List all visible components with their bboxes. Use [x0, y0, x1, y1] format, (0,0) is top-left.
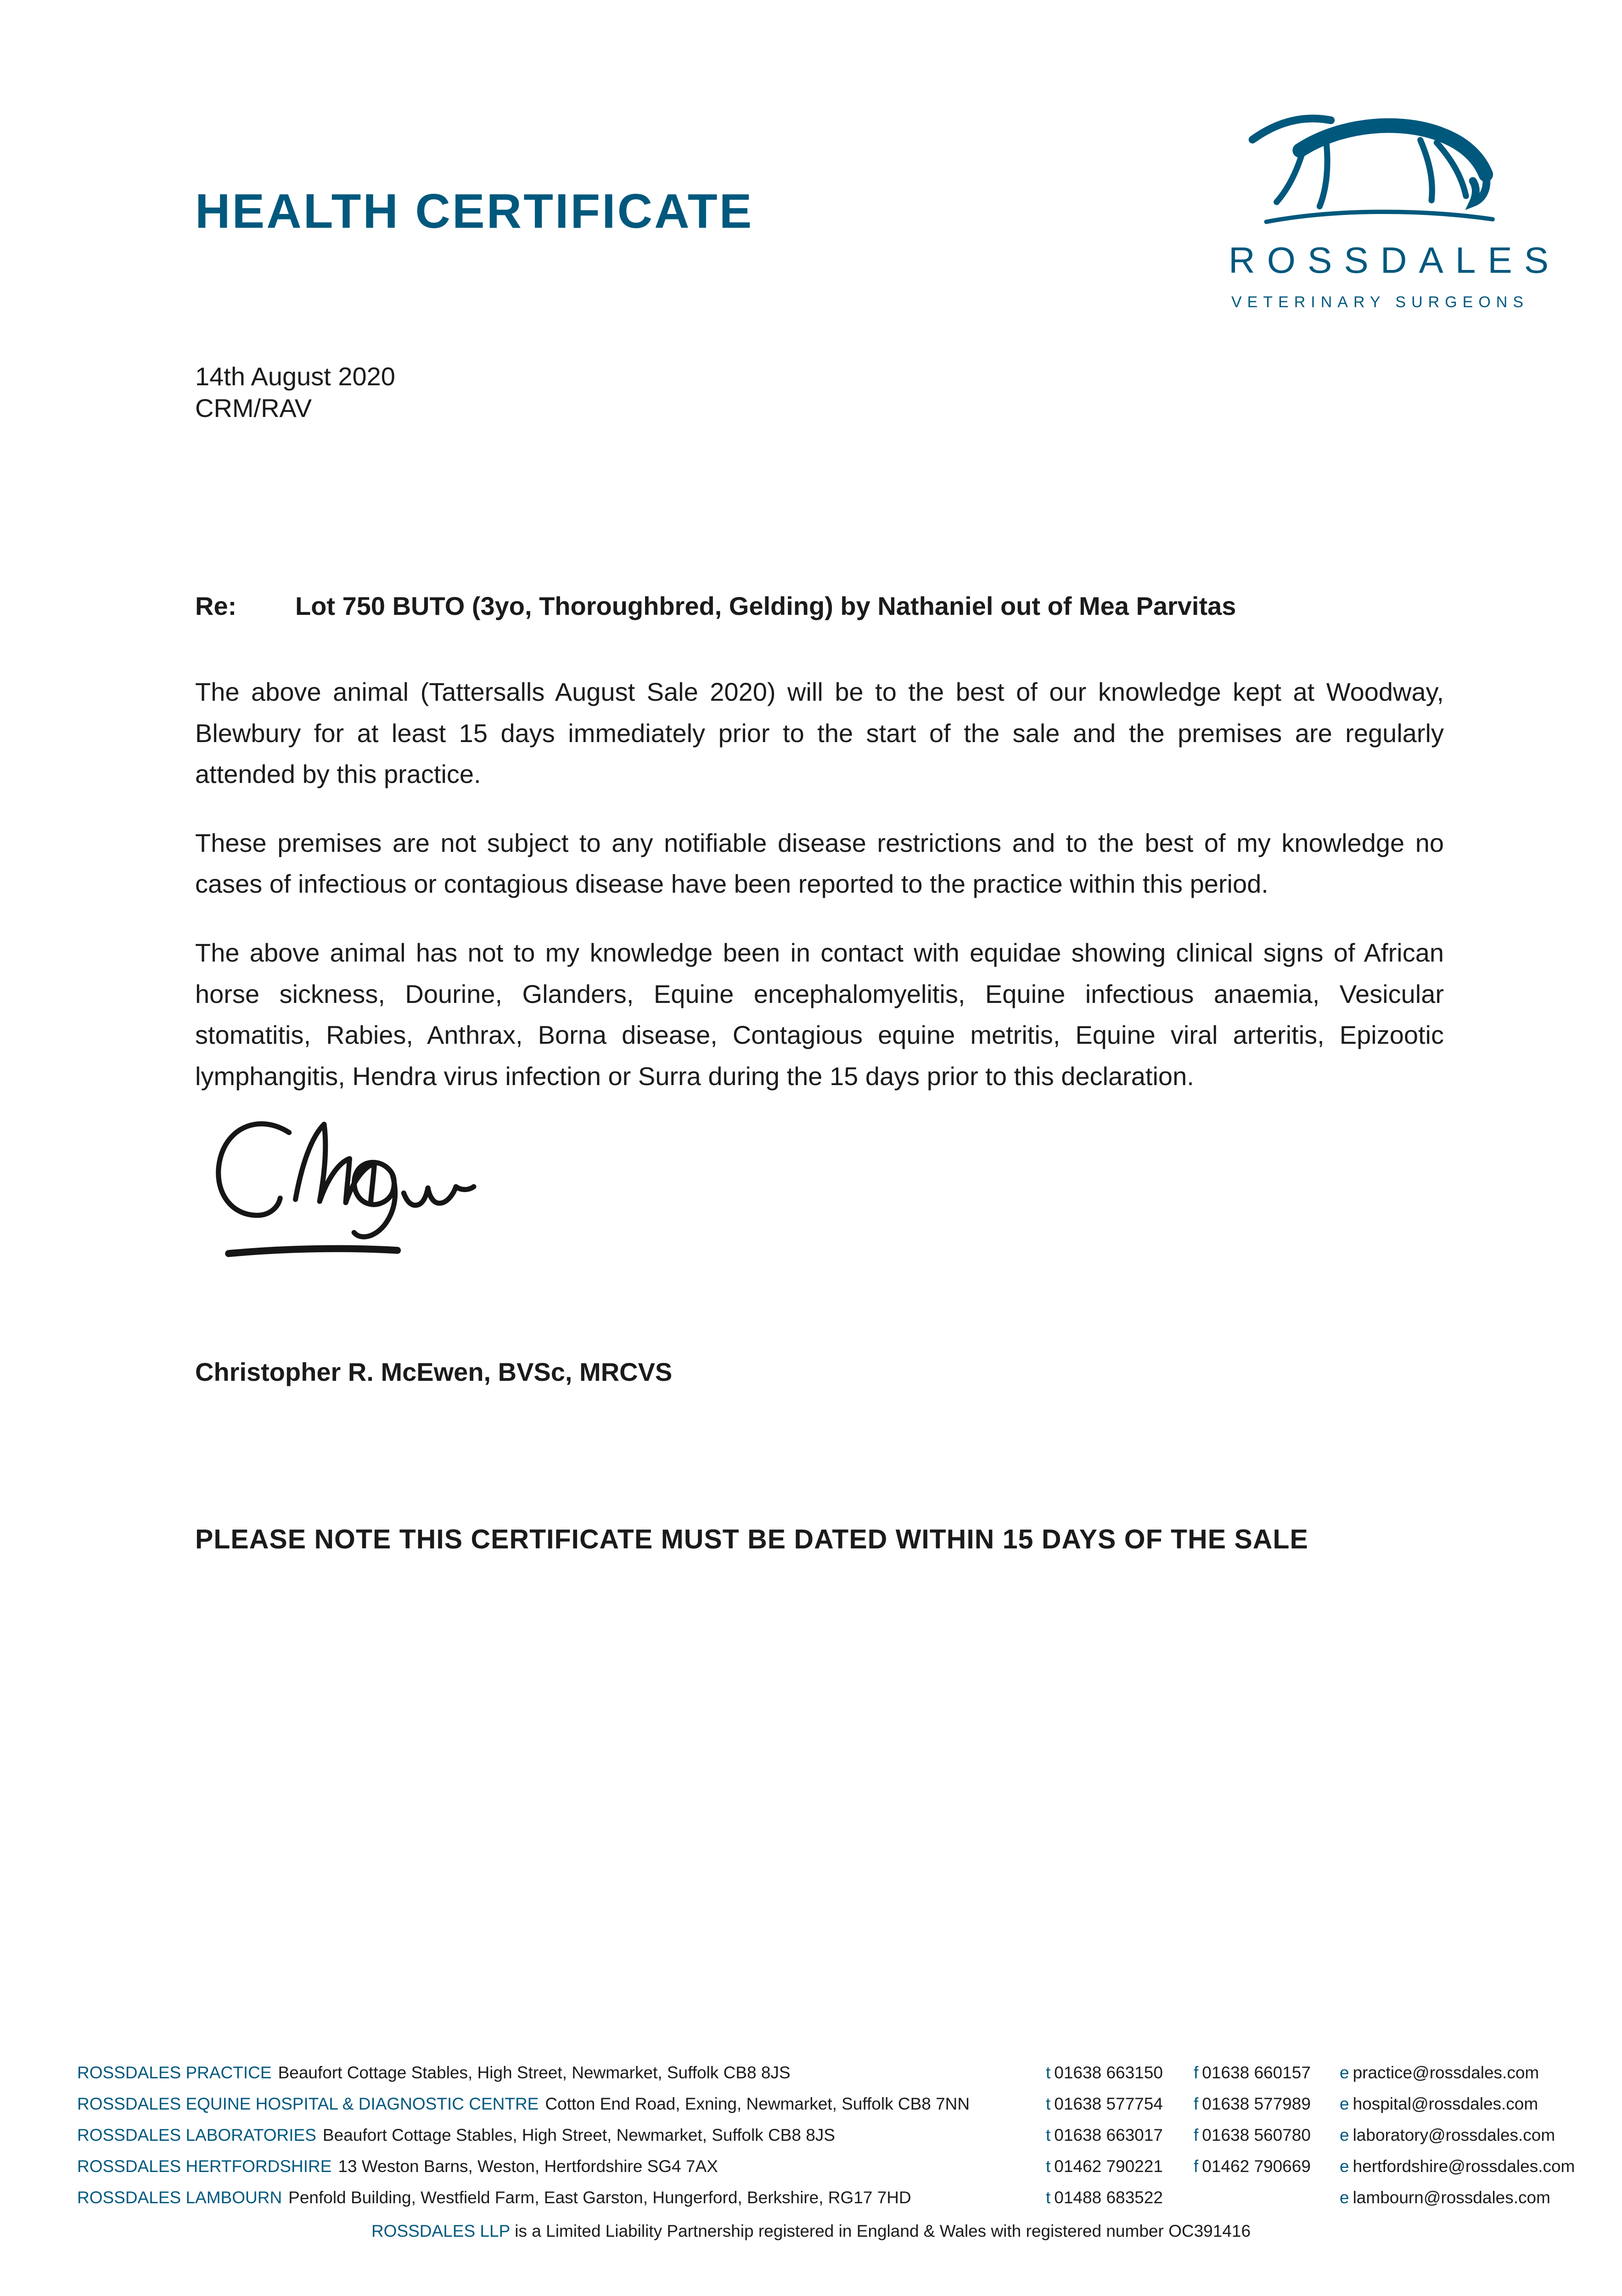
legal-line	[0, 2222, 1622, 2241]
logo-wordmark: ROSSDALES	[1229, 240, 1561, 281]
office-email	[1340, 2182, 1578, 2213]
office-name: ROSSDALES LABORATORIES	[77, 2126, 316, 2144]
email-address: hospital@rossdales.com	[1353, 2094, 1538, 2113]
office-phone	[1046, 2120, 1194, 2151]
office-name: ROSSDALES HERTFORDSHIRE	[77, 2157, 332, 2176]
office-address-text: Cotton End Road, Exning, Newmarket, Suffolk CB8 7NN	[545, 2094, 970, 2113]
email-address: practice@rossdales.com	[1353, 2063, 1539, 2082]
office-fax	[1194, 2151, 1340, 2182]
fax-number: 01638 560780	[1202, 2126, 1311, 2144]
date-block	[195, 360, 395, 424]
phone-label: t	[1046, 2094, 1051, 2113]
letter-date: 14th August 2020	[195, 362, 395, 391]
phone-number: 01462 790221	[1054, 2157, 1163, 2176]
letter-body	[195, 671, 1444, 1124]
office-email	[1340, 2151, 1578, 2182]
legal-text: is a Limited Liability Partnership registered in England & Wales with registered number OC391416	[515, 2222, 1251, 2240]
body-paragraph: These premises are not subject to any notifiable disease restrictions and to the best of my knowledge no cases of infectious or contagious disease have been reported to the practice within this period.	[195, 828, 1444, 899]
fax-label: f	[1194, 2063, 1199, 2082]
body-paragraph: The above animal (Tattersalls August Sale 2020) will be to the best of our knowledge kept at Woodway, Blewbury for at least 15 days immediately prior to the start of the sale and the premises are regularly attended by this practice.	[195, 677, 1444, 789]
office-address	[77, 2088, 1046, 2120]
certificate-notice: PLEASE NOTE THIS CERTIFICATE MUST BE DATED WITHIN 15 DAYS OF THE SALE	[195, 1524, 1308, 1554]
phone-number: 01488 683522	[1054, 2188, 1163, 2207]
office-address	[77, 2182, 1046, 2213]
office-name: ROSSDALES EQUINE HOSPITAL & DIAGNOSTIC CENTRE	[77, 2094, 539, 2113]
office-email	[1340, 2088, 1578, 2120]
fax-number: 01638 577989	[1202, 2094, 1311, 2113]
signature-image	[193, 1097, 551, 1295]
office-phone	[1046, 2057, 1194, 2088]
office-email	[1340, 2120, 1578, 2151]
logo-tagline: VETERINARY SURGEONS	[1231, 293, 1529, 311]
horse-logo-icon	[1230, 99, 1524, 236]
fax-label: f	[1194, 2126, 1199, 2144]
subject-line	[195, 591, 1444, 621]
office-phone	[1046, 2182, 1194, 2213]
signatory-name: Christopher R. McEwen, BVSc, MRCVS	[195, 1357, 673, 1386]
phone-label: t	[1046, 2126, 1051, 2144]
email-label: e	[1340, 2126, 1349, 2144]
phone-label: t	[1046, 2188, 1051, 2207]
footer-offices	[77, 2057, 1578, 2213]
office-phone	[1046, 2088, 1194, 2120]
office-address-text: 13 Weston Barns, Weston, Hertfordshire SG4 7AX	[338, 2157, 718, 2176]
office-fax	[1194, 2057, 1340, 2088]
office-address	[77, 2120, 1046, 2151]
office-row	[77, 2182, 1578, 2213]
email-label: e	[1340, 2094, 1349, 2113]
fax-number: 01638 660157	[1202, 2063, 1311, 2082]
office-address-text: Beaufort Cottage Stables, High Street, Newmarket, Suffolk CB8 8JS	[278, 2063, 791, 2082]
office-name: ROSSDALES PRACTICE	[77, 2063, 272, 2082]
email-address: lambourn@rossdales.com	[1353, 2188, 1550, 2207]
office-fax	[1194, 2088, 1340, 2120]
letter-reference: CRM/RAV	[195, 394, 312, 423]
re-label: Re:	[195, 591, 237, 620]
fax-number: 01462 790669	[1202, 2157, 1311, 2176]
office-row	[77, 2057, 1578, 2088]
email-label: e	[1340, 2157, 1349, 2176]
email-label: e	[1340, 2188, 1349, 2207]
office-email	[1340, 2057, 1578, 2088]
office-row	[77, 2120, 1578, 2151]
fax-label: f	[1194, 2094, 1199, 2113]
phone-label: t	[1046, 2157, 1051, 2176]
legal-company-name: ROSSDALES LLP	[371, 2222, 511, 2240]
office-phone	[1046, 2151, 1194, 2182]
email-label: e	[1340, 2063, 1349, 2082]
office-address-text: Beaufort Cottage Stables, High Street, Newmarket, Suffolk CB8 8JS	[322, 2126, 835, 2144]
office-address-text: Penfold Building, Westfield Farm, East Garston, Hungerford, Berkshire, RG17 7HD	[288, 2188, 911, 2207]
phone-number: 01638 663017	[1054, 2126, 1163, 2144]
page-title: HEALTH CERTIFICATE	[195, 184, 754, 238]
body-paragraph: The above animal has not to my knowledge been in contact with equidae showing clinical signs of African horse sickness, Dourine, Glanders, Equine encephalomyelitis, Equine infectious anaemia, Vesicular stomatitis, Rabies, Anthrax, Borna disease, Contagious equine metritis, Equine viral arteritis, Epizootic lymphangitis, Hendra virus infection or Surra during the 15 days prior to this declaration.	[195, 938, 1444, 1091]
re-subject: Lot 750 BUTO (3yo, Thoroughbred, Gelding) by Nathaniel out of Mea Parvitas	[295, 591, 1236, 620]
email-address: hertfordshire@rossdales.com	[1353, 2157, 1575, 2176]
email-address: laboratory@rossdales.com	[1353, 2126, 1555, 2144]
office-address	[77, 2057, 1046, 2088]
fax-label: f	[1194, 2157, 1199, 2176]
phone-number: 01638 663150	[1054, 2063, 1163, 2082]
office-row	[77, 2088, 1578, 2120]
office-fax	[1194, 2182, 1340, 2213]
office-row	[77, 2151, 1578, 2182]
rossdales-logo	[1217, 99, 1561, 311]
phone-label: t	[1046, 2063, 1051, 2082]
office-fax	[1194, 2120, 1340, 2151]
office-name: ROSSDALES LAMBOURN	[77, 2188, 282, 2207]
office-address	[77, 2151, 1046, 2182]
phone-number: 01638 577754	[1054, 2094, 1163, 2113]
